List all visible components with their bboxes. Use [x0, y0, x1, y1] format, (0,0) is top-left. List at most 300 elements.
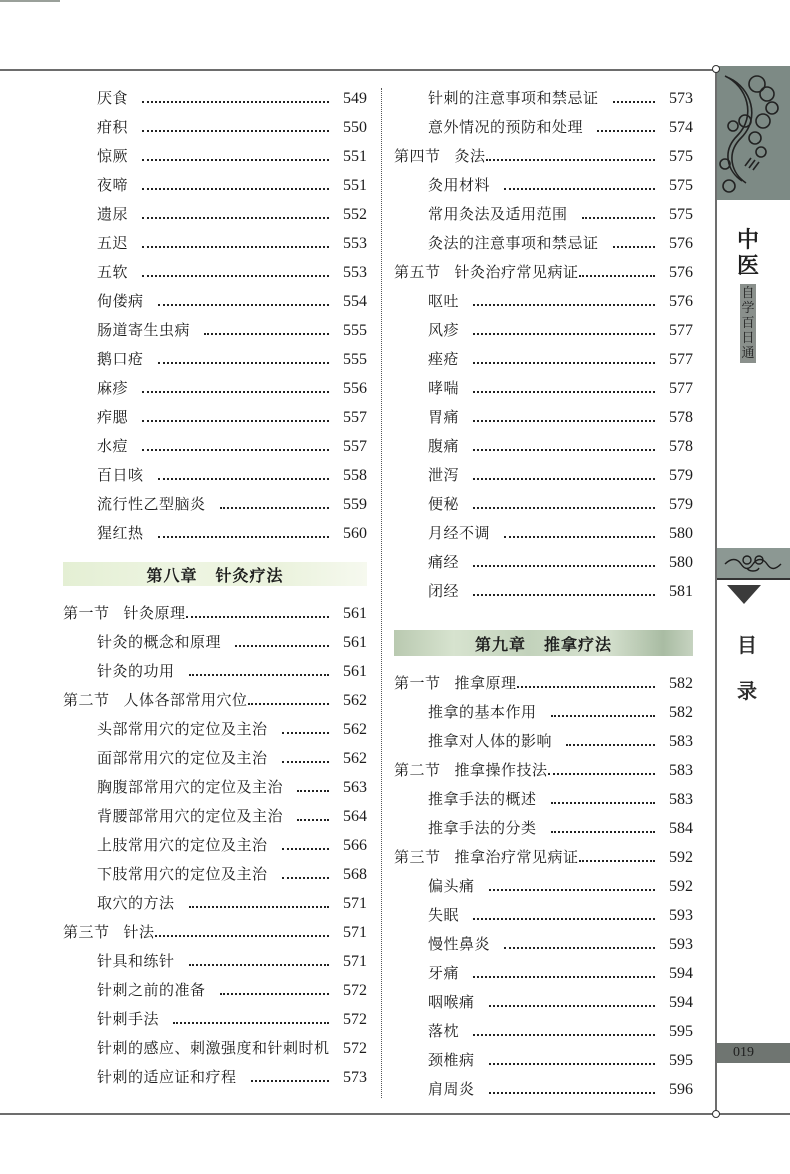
- page-ref: 582: [669, 674, 693, 692]
- chapter-heading-9[interactable]: [394, 630, 693, 656]
- page-ref: 577: [669, 379, 693, 397]
- dot-leader: [297, 819, 329, 821]
- toc-entry-row[interactable]: [63, 1005, 367, 1034]
- toc-list-acupuncture: [63, 599, 367, 1092]
- toc-entry-row[interactable]: [394, 577, 693, 606]
- section-number: 第四节: [394, 147, 441, 165]
- entry-title: 失眠: [428, 906, 460, 924]
- toc-entry-row[interactable]: [63, 461, 367, 490]
- toc-section-label: [732, 622, 762, 714]
- entry-title: 牙痛: [428, 964, 460, 982]
- page-ref: 579: [669, 495, 693, 513]
- page-ref: 583: [669, 790, 693, 808]
- dot-leader: [473, 420, 655, 422]
- dot-leader: [473, 594, 655, 596]
- entry-title: 鹅口疮: [97, 350, 144, 368]
- toc-entry-row[interactable]: [63, 657, 367, 686]
- page-ref: 580: [669, 524, 693, 542]
- entry-title: 背腰部常用穴的定位及主治: [97, 807, 284, 825]
- page-ref: 578: [669, 437, 693, 455]
- entry-title: 便秘: [428, 495, 460, 513]
- page-ref: 573: [343, 1068, 367, 1086]
- entry-title: 取穴的方法: [97, 894, 175, 912]
- chapter-title: 针灸疗法: [215, 565, 284, 585]
- page-number: 019: [733, 1045, 754, 1060]
- toc-entry-row[interactable]: [63, 287, 367, 316]
- chapter-heading-8[interactable]: [63, 562, 367, 586]
- dot-leader: [473, 362, 655, 364]
- page-ref: 595: [669, 1022, 693, 1040]
- entry-title: 惊厥: [97, 147, 129, 165]
- toc-entry-row[interactable]: [394, 988, 693, 1017]
- dot-leader: [282, 732, 329, 734]
- dot-leader: [579, 860, 655, 862]
- corner-dot-bottom: [712, 1110, 720, 1118]
- dot-leader: [142, 101, 329, 103]
- page-ref: 572: [343, 981, 367, 999]
- toc-section-row[interactable]: [394, 756, 693, 785]
- page-ref: 573: [669, 89, 693, 107]
- toc-entry-row[interactable]: [63, 200, 367, 229]
- page-ref: 557: [343, 437, 367, 455]
- brand-char: 医: [736, 254, 759, 279]
- entry-title: 痄腮: [97, 408, 129, 426]
- page-ref: 561: [343, 662, 367, 680]
- page-ref: 592: [669, 877, 693, 895]
- toc-entry-row[interactable]: [63, 773, 367, 802]
- dot-leader: [235, 645, 329, 647]
- toc-entry-row[interactable]: [394, 171, 693, 200]
- toc-entry-row[interactable]: [63, 976, 367, 1005]
- toc-entry-row[interactable]: [63, 490, 367, 519]
- page-ref: 571: [343, 894, 367, 912]
- page-ref: 579: [669, 466, 693, 484]
- entry-title: 人体各部常用穴位: [123, 691, 248, 709]
- toc-entry-row[interactable]: [394, 548, 693, 577]
- page-ref: 596: [669, 1080, 693, 1098]
- subtitle-char: 百: [741, 316, 755, 331]
- page-ref: 576: [669, 234, 693, 252]
- dot-leader: [173, 1022, 329, 1024]
- entry-title: 推拿治疗常见病证: [454, 848, 579, 866]
- toc-entry-row[interactable]: [394, 519, 693, 548]
- entry-title: 上肢常用穴的定位及主治: [97, 836, 268, 854]
- toc-entry-row[interactable]: [394, 1046, 693, 1075]
- entry-title: 猩红热: [97, 524, 144, 542]
- page-ref: 552: [343, 205, 367, 223]
- section-number: 第二节: [63, 691, 110, 709]
- section-number: 第三节: [394, 848, 441, 866]
- dot-leader: [504, 947, 655, 949]
- dot-leader: [517, 686, 655, 688]
- subtitle-char: 通: [741, 346, 755, 361]
- toc-entry-row[interactable]: [63, 142, 367, 171]
- page-ref: 566: [343, 836, 367, 854]
- entry-title: 灸法: [454, 147, 486, 165]
- dot-leader: [142, 217, 329, 219]
- entry-title: 头部常用穴的定位及主治: [97, 720, 268, 738]
- subtitle-char: 日: [741, 331, 755, 346]
- dot-leader: [189, 964, 329, 966]
- page-ref: 561: [343, 633, 367, 651]
- entry-title: 肠道寄生虫病: [97, 321, 191, 339]
- section-number: 第五节: [394, 263, 441, 281]
- dot-leader: [158, 536, 329, 538]
- page-ref: 577: [669, 350, 693, 368]
- dot-leader: [332, 1048, 335, 1049]
- dot-leader: [248, 703, 329, 705]
- page-ref: 551: [343, 176, 367, 194]
- entry-title: 灸法的注意事项和禁忌证: [428, 234, 599, 252]
- dot-leader: [158, 362, 329, 364]
- section-number: 第二节: [394, 761, 441, 779]
- entry-title: 针灸治疗常见病证: [454, 263, 579, 281]
- page-ref: 558: [343, 466, 367, 484]
- toc-entry-row[interactable]: [63, 316, 367, 345]
- page-ref: 594: [669, 964, 693, 982]
- entry-title: 肩周炎: [428, 1080, 475, 1098]
- toc-entry-row[interactable]: [394, 432, 693, 461]
- page-ref: 594: [669, 993, 693, 1011]
- page-ref: 559: [343, 495, 367, 513]
- dot-leader: [504, 188, 655, 190]
- section-number: 第三节: [63, 923, 110, 941]
- dot-leader: [548, 773, 655, 775]
- page-ref: 553: [343, 263, 367, 281]
- page-ref: 562: [343, 691, 367, 709]
- dot-leader: [155, 935, 329, 937]
- toc-section-row[interactable]: [394, 843, 693, 872]
- entry-title: 慢性鼻炎: [428, 935, 491, 953]
- chapter-number: 第九章: [474, 634, 526, 654]
- page-ref: 555: [343, 321, 367, 339]
- dot-leader: [473, 507, 655, 509]
- toc-label-char: 目: [737, 633, 757, 657]
- entry-title: 针刺手法: [97, 1010, 160, 1028]
- dot-leader: [551, 831, 655, 833]
- toc-entry-row[interactable]: [63, 258, 367, 287]
- chapter-title: 推拿疗法: [544, 634, 613, 654]
- section-number: 第一节: [394, 674, 441, 692]
- dot-leader: [473, 976, 655, 978]
- dot-leader: [489, 889, 655, 891]
- toc-list-pediatrics: [63, 84, 367, 548]
- page-ref: 554: [343, 292, 367, 310]
- page-ref: 560: [343, 524, 367, 542]
- toc-entry-row[interactable]: [394, 785, 693, 814]
- subtitle-box: [740, 284, 756, 363]
- dot-leader: [158, 304, 329, 306]
- entry-title: 颈椎病: [428, 1051, 475, 1069]
- entry-title: 针刺的适应证和疗程: [97, 1068, 237, 1086]
- toc-right-column: [394, 84, 693, 1104]
- page-ref: 562: [343, 749, 367, 767]
- column-separator: [381, 88, 382, 1098]
- dot-leader: [566, 744, 655, 746]
- page-ref: 557: [343, 408, 367, 426]
- dot-leader: [186, 616, 329, 618]
- dot-leader: [142, 449, 329, 451]
- dot-leader: [142, 275, 329, 277]
- dot-leader: [220, 993, 329, 995]
- dot-leader: [473, 565, 655, 567]
- toc-entry-row[interactable]: [394, 814, 693, 843]
- page-ref: 580: [669, 553, 693, 571]
- dot-leader: [473, 304, 655, 306]
- dot-leader: [142, 159, 329, 161]
- entry-title: 厌食: [97, 89, 129, 107]
- entry-title: 胸腹部常用穴的定位及主治: [97, 778, 284, 796]
- page-ref: 575: [669, 147, 693, 165]
- entry-title: 推拿手法的分类: [428, 819, 537, 837]
- page-ref: 593: [669, 906, 693, 924]
- dot-leader: [142, 130, 329, 132]
- toc-entry-row[interactable]: [394, 698, 693, 727]
- toc-entry-row[interactable]: [63, 113, 367, 142]
- toc-entry-row[interactable]: [63, 802, 367, 831]
- page-ref: 551: [343, 147, 367, 165]
- dot-leader: [473, 918, 655, 920]
- entry-title: 针灸原理: [123, 604, 186, 622]
- entry-title: 针刺之前的准备: [97, 981, 206, 999]
- entry-title: 流行性乙型脑炎: [97, 495, 206, 513]
- entry-title: 推拿操作技法: [454, 761, 548, 779]
- entry-title: 闭经: [428, 582, 460, 600]
- dot-leader: [489, 1063, 655, 1065]
- toc-section-row[interactable]: [394, 142, 693, 171]
- toc-entry-row[interactable]: [394, 490, 693, 519]
- entry-title: 面部常用穴的定位及主治: [97, 749, 268, 767]
- toc-entry-row[interactable]: [394, 1075, 693, 1104]
- entry-title: 痤疮: [428, 350, 460, 368]
- entry-title: 针灸的功用: [97, 662, 175, 680]
- toc-entry-row[interactable]: [63, 1063, 367, 1092]
- entry-title: 偏头痛: [428, 877, 475, 895]
- toc-entry-row[interactable]: [394, 84, 693, 113]
- dot-leader: [473, 1034, 655, 1036]
- dot-leader: [204, 333, 329, 335]
- toc-list-acupuncture-cont: [394, 84, 693, 606]
- entry-title: 麻疹: [97, 379, 129, 397]
- entry-title: 泄泻: [428, 466, 460, 484]
- entry-title: 灸用材料: [428, 176, 491, 194]
- entry-title: 推拿的基本作用: [428, 703, 537, 721]
- toc-section-row[interactable]: [394, 669, 693, 698]
- entry-title: 针灸的概念和原理: [97, 633, 222, 651]
- page-ref: 553: [343, 234, 367, 252]
- toc-left-column: [63, 84, 367, 1092]
- toc-entry-row[interactable]: [394, 200, 693, 229]
- toc-entry-row[interactable]: [394, 959, 693, 988]
- brand-char: 中: [736, 228, 759, 253]
- page-ref: 575: [669, 176, 693, 194]
- dot-leader: [282, 877, 329, 879]
- entry-title: 下肢常用穴的定位及主治: [97, 865, 268, 883]
- dot-leader: [142, 391, 329, 393]
- page-ref: 595: [669, 1051, 693, 1069]
- toc-entry-row[interactable]: [63, 1034, 367, 1063]
- toc-entry-row[interactable]: [394, 901, 693, 930]
- entry-title: 五软: [97, 263, 129, 281]
- toc-entry-row[interactable]: [394, 316, 693, 345]
- entry-title: 针具和练针: [97, 952, 175, 970]
- dot-leader: [489, 1092, 655, 1094]
- subtitle-char: 学: [741, 301, 755, 316]
- section-number: 第一节: [63, 604, 110, 622]
- toc-entry-row[interactable]: [63, 519, 367, 548]
- dot-leader: [282, 848, 329, 850]
- footer-rule: [0, 1113, 790, 1115]
- entry-title: 咽喉痛: [428, 993, 475, 1011]
- toc-entry-row[interactable]: [63, 744, 367, 773]
- dot-leader: [613, 101, 655, 103]
- page-ref: 583: [669, 732, 693, 750]
- page-ref: 582: [669, 703, 693, 721]
- entry-title: 腹痛: [428, 437, 460, 455]
- toc-entry-row[interactable]: [63, 628, 367, 657]
- toc-section-row[interactable]: [63, 918, 367, 947]
- dot-leader: [142, 420, 329, 422]
- toc-entry-row[interactable]: [63, 860, 367, 889]
- entry-title: 月经不调: [428, 524, 491, 542]
- dot-leader: [504, 536, 655, 538]
- page-ref: 583: [669, 761, 693, 779]
- toc-entry-row[interactable]: [394, 403, 693, 432]
- top-edge-line: [0, 0, 60, 2]
- entry-title: 针刺的注意事项和禁忌证: [428, 89, 599, 107]
- entry-title: 遗尿: [97, 205, 129, 223]
- entry-title: 针法: [123, 923, 155, 941]
- toc-entry-row[interactable]: [394, 872, 693, 901]
- entry-title: 针刺的感应、刺激强度和针刺时机: [97, 1039, 330, 1057]
- entry-title: 胃痛: [428, 408, 460, 426]
- subtitle-char: 自: [741, 286, 755, 301]
- toc-section-row[interactable]: [63, 686, 367, 715]
- toc-entry-row[interactable]: [63, 229, 367, 258]
- toc-entry-row[interactable]: [394, 229, 693, 258]
- dot-leader: [486, 159, 655, 161]
- dot-leader: [282, 761, 329, 763]
- page-ref: 556: [343, 379, 367, 397]
- page-ref: 576: [669, 263, 693, 281]
- page-ref: 571: [343, 952, 367, 970]
- toc-entry-row[interactable]: [63, 84, 367, 113]
- page-number-tab: [717, 1043, 790, 1063]
- scroll-ornament-icon: [717, 548, 790, 580]
- toc-entry-row[interactable]: [63, 171, 367, 200]
- toc-entry-row[interactable]: [394, 374, 693, 403]
- page-ref: 568: [343, 865, 367, 883]
- toc-entry-row[interactable]: [63, 432, 367, 461]
- toc-entry-row[interactable]: [63, 831, 367, 860]
- dot-leader: [473, 478, 655, 480]
- dot-leader: [473, 391, 655, 393]
- page-ref: 572: [343, 1010, 367, 1028]
- entry-title: 疳积: [97, 118, 129, 136]
- chapter-number: 第八章: [146, 565, 198, 585]
- entry-title: 推拿对人体的影响: [428, 732, 553, 750]
- dot-leader: [142, 188, 329, 190]
- toc-entry-row[interactable]: [63, 345, 367, 374]
- toc-entry-row[interactable]: [394, 727, 693, 756]
- page-ref: 574: [669, 118, 693, 136]
- entry-title: 痛经: [428, 553, 460, 571]
- page-ref: 593: [669, 935, 693, 953]
- toc-entry-row[interactable]: [63, 374, 367, 403]
- header-rule: [0, 69, 716, 71]
- page-ref: 555: [343, 350, 367, 368]
- entry-title: 推拿手法的概述: [428, 790, 537, 808]
- dot-leader: [251, 1080, 329, 1082]
- toc-entry-row[interactable]: [394, 113, 693, 142]
- page-ref: 550: [343, 118, 367, 136]
- toc-entry-row[interactable]: [394, 930, 693, 959]
- dot-leader: [613, 246, 655, 248]
- book-brand: [733, 228, 763, 363]
- triangle-down-icon: [727, 585, 761, 604]
- dot-leader: [473, 333, 655, 335]
- page-ref: 571: [343, 923, 367, 941]
- dot-leader: [551, 802, 655, 804]
- entry-title: 水痘: [97, 437, 129, 455]
- toc-list-tuina: [394, 669, 693, 1104]
- toc-entry-row[interactable]: [394, 287, 693, 316]
- page-ref: 576: [669, 292, 693, 310]
- entry-title: 五迟: [97, 234, 129, 252]
- dot-leader: [597, 130, 655, 132]
- dot-leader: [189, 674, 329, 676]
- toc-entry-row[interactable]: [63, 715, 367, 744]
- dot-leader: [158, 478, 329, 480]
- toc-entry-row[interactable]: [394, 345, 693, 374]
- dot-leader: [551, 715, 655, 717]
- entry-title: 落枕: [428, 1022, 460, 1040]
- entry-title: 常用灸法及适用范围: [428, 205, 568, 223]
- corner-dot-top: [712, 65, 720, 73]
- entry-title: 意外情况的预防和处理: [428, 118, 584, 136]
- page-ref: 572: [343, 1039, 367, 1057]
- dot-leader: [189, 906, 329, 908]
- toc-section-row[interactable]: [63, 599, 367, 628]
- page-ref: 564: [343, 807, 367, 825]
- dragon-cloud-ornament-icon: [717, 66, 790, 200]
- toc-entry-row[interactable]: [63, 889, 367, 918]
- toc-entry-row[interactable]: [63, 947, 367, 976]
- toc-entry-row[interactable]: [394, 1017, 693, 1046]
- page-ref: 592: [669, 848, 693, 866]
- entry-title: 佝偻病: [97, 292, 144, 310]
- dot-leader: [142, 246, 329, 248]
- dot-leader: [473, 449, 655, 451]
- entry-title: 推拿原理: [454, 674, 517, 692]
- entry-title: 夜啼: [97, 176, 129, 194]
- page-ref: 575: [669, 205, 693, 223]
- page-ref: 577: [669, 321, 693, 339]
- entry-title: 百日咳: [97, 466, 144, 484]
- page-ref: 562: [343, 720, 367, 738]
- toc-entry-row[interactable]: [394, 461, 693, 490]
- dot-leader: [579, 275, 655, 277]
- page-ref: 561: [343, 604, 367, 622]
- dot-leader: [489, 1005, 655, 1007]
- entry-title: 风疹: [428, 321, 460, 339]
- toc-entry-row[interactable]: [63, 403, 367, 432]
- side-panel-border: [715, 69, 717, 1115]
- page-ref: 581: [669, 582, 693, 600]
- page-ref: 549: [343, 89, 367, 107]
- page-ref: 563: [343, 778, 367, 796]
- toc-section-row[interactable]: [394, 258, 693, 287]
